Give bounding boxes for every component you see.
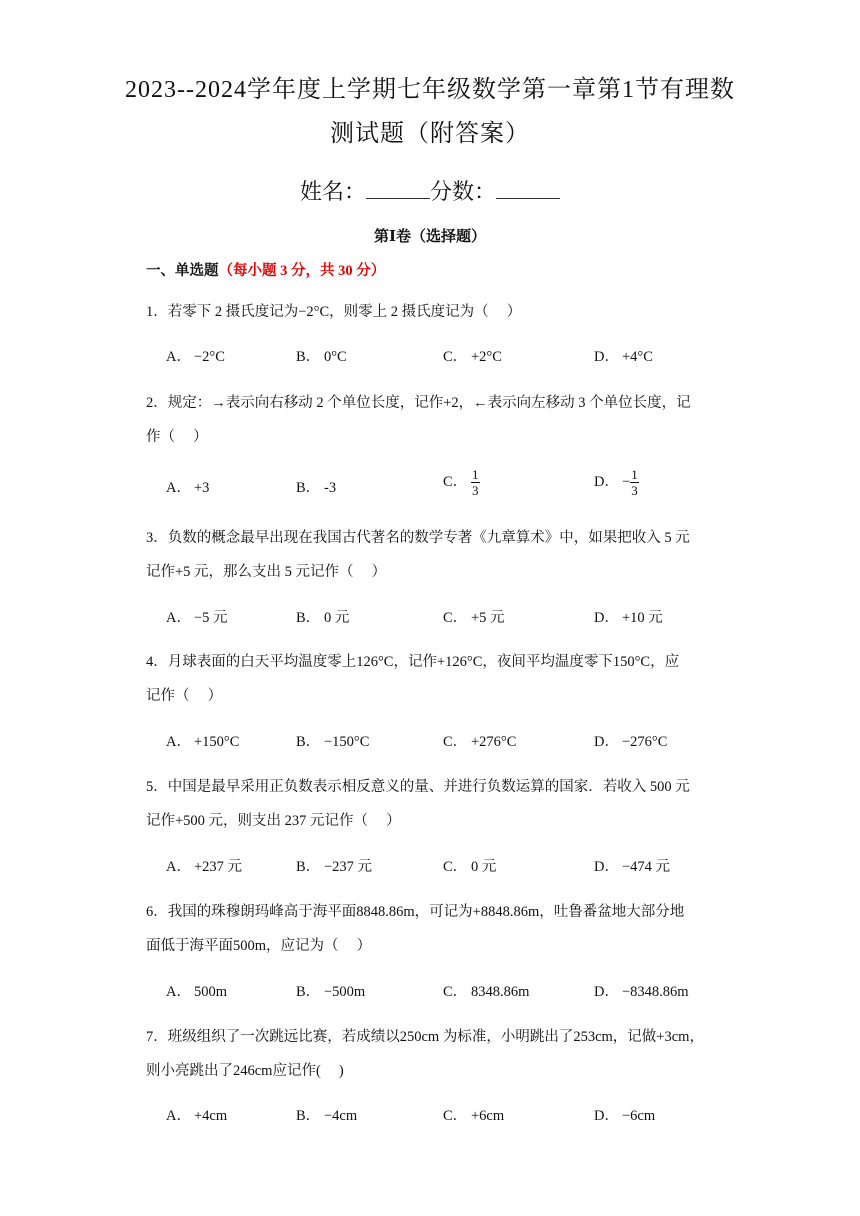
option-text: −500m [324,984,366,1000]
title-line-1: 2023--2024学年度上学期七年级数学第一章第1节有理数 [125,77,735,103]
option-letter: C． [443,473,468,490]
option-text: +3 [194,480,210,496]
fraction-numerator: 1 [631,467,638,482]
question-7-line-2: 则小亮跳出了246cm应记作( ) [146,1063,344,1079]
question-2-line-2: 作（ ） [146,429,208,445]
option-letter: D． [594,473,619,490]
option-text: −150°C [324,734,370,750]
fraction-one-third [630,467,639,498]
option-text: +10 元 [622,610,663,626]
option-letter: C． [443,1108,468,1124]
option-c[interactable] [443,854,496,880]
option-letter: A． [166,610,191,626]
question-4-line-1: 4．月球表面的白天平均温度零上126°C，记作+126°C，夜间平均温度零下150°C，应 [146,654,680,670]
option-text: 0°C [324,349,347,365]
fraction-denominator: 3 [631,483,638,498]
option-letter: A． [166,1108,191,1124]
option-a[interactable] [166,729,239,755]
option-b[interactable] [296,605,349,631]
option-a[interactable] [166,605,228,631]
option-c[interactable] [443,467,480,498]
option-letter: A． [166,859,191,875]
question-6-line-2: 面低于海平面500m，应记为（ ） [146,938,372,954]
name-blank[interactable] [366,174,430,199]
question-3-line-1: 3．负数的概念最早出现在我国古代著名的数学专著《九章算术》中，如果把收入 5 元 [146,530,690,546]
option-d[interactable] [594,729,667,755]
option-text: −237 元 [324,859,373,875]
option-text: +237 元 [194,859,243,875]
option-a[interactable] [166,344,225,370]
option-b[interactable] [296,854,372,880]
option-d[interactable] [594,854,670,880]
option-text: −474 元 [622,859,671,875]
option-a[interactable] [166,854,242,880]
option-letter: A． [166,480,191,496]
option-b[interactable] [296,729,369,755]
fraction-numerator: 1 [472,467,479,482]
option-text: +6cm [471,1108,505,1124]
option-letter: C． [443,610,468,626]
option-text: +4°C [622,349,653,365]
option-letter: D． [594,859,619,875]
option-letter: D． [594,1108,619,1124]
option-d[interactable] [594,979,689,1005]
option-c[interactable] [443,979,529,1005]
question-1-line-1: 1．若零下 2 摄氏度记为−2°C，则零上 2 摄氏度记为（ ） [146,304,522,320]
fraction-denominator: 3 [472,483,479,498]
option-text: -3 [324,480,337,496]
option-b[interactable] [296,1103,357,1129]
option-text: −2°C [194,349,225,365]
option-text: +150°C [194,734,240,750]
name-label: 姓名： [299,179,366,204]
option-text: −5 元 [194,610,228,626]
score-label: 分数： [430,179,497,204]
question-6-line-1: 6．我国的珠穆朗玛峰高于海平面8848.86m，可记为+8848.86m，吐鲁番盆地大部分地 [146,904,685,920]
option-letter: B． [296,1108,321,1124]
option-letter: A． [166,734,191,750]
option-d[interactable] [594,605,663,631]
volume-heading: 第Ⅰ卷（选择题） [373,229,487,245]
option-letter: D． [594,734,619,750]
option-c[interactable] [443,729,516,755]
option-letter: C． [443,984,468,1000]
option-a[interactable] [166,1103,227,1129]
option-text: −276°C [622,734,668,750]
option-b[interactable] [296,344,347,370]
option-letter: B． [296,859,321,875]
option-b[interactable] [296,979,365,1005]
option-c[interactable] [443,344,502,370]
option-text: 8348.86m [471,984,530,1000]
option-text: 0 元 [324,610,350,626]
option-letter: D． [594,610,619,626]
section-note: （每小题 3 分，共 30 分） [218,263,386,279]
option-c[interactable] [443,605,505,631]
option-letter: B． [296,480,321,496]
option-letter: A． [166,984,191,1000]
question-3-line-2: 记作+5 元，那么支出 5 元记作（ ） [146,564,387,580]
fraction-one-third [471,467,480,498]
option-text: 0 元 [471,859,497,875]
option-c[interactable] [443,1103,504,1129]
option-a[interactable] [166,475,209,501]
option-letter: B． [296,984,321,1000]
option-letter: D． [594,349,619,365]
option-text: −6cm [622,1108,656,1124]
title-line-2: 测试题（附答案） [330,121,530,147]
option-text: +2°C [471,349,502,365]
question-5-line-1: 5．中国是最早采用正负数表示相反意义的量、并进行负数运算的国家．若收入 500 元 [146,779,690,795]
question-5-line-2: 记作+500 元，则支出 237 元记作（ ） [146,813,401,829]
option-d[interactable] [594,344,653,370]
option-text: 500m [194,984,228,1000]
name-score-line [0,172,860,212]
question-4-line-2: 记作（ ） [146,688,223,704]
option-text: +276°C [471,734,517,750]
option-text: +4cm [194,1108,228,1124]
option-letter: D． [594,984,619,1000]
negative-sign: − [622,473,631,490]
option-letter: C． [443,734,468,750]
score-blank[interactable] [496,174,560,199]
option-letter: C． [443,859,468,875]
option-letter: B． [296,610,321,626]
option-text: +5 元 [471,610,505,626]
option-d[interactable] [594,467,639,498]
option-letter: B． [296,349,321,365]
section-label: 一、单选题 [146,263,219,279]
option-letter: C． [443,349,468,365]
option-text: −4cm [324,1108,358,1124]
option-b[interactable] [296,475,336,501]
question-7-line-1: 7．班级组织了一次跳远比赛，若成绩以250cm 为标准，小明跳出了253cm，记做+3cm， [146,1029,704,1045]
question-2-line-1: 2．规定：→表示向右移动 2 个单位长度，记作+2，←表示向左移动 3 个单位长度，记 [146,395,691,411]
option-text: −8348.86m [622,984,689,1000]
section-heading [146,258,385,284]
option-d[interactable] [594,1103,655,1129]
option-a[interactable] [166,979,227,1005]
option-letter: B． [296,734,321,750]
option-letter: A． [166,349,191,365]
